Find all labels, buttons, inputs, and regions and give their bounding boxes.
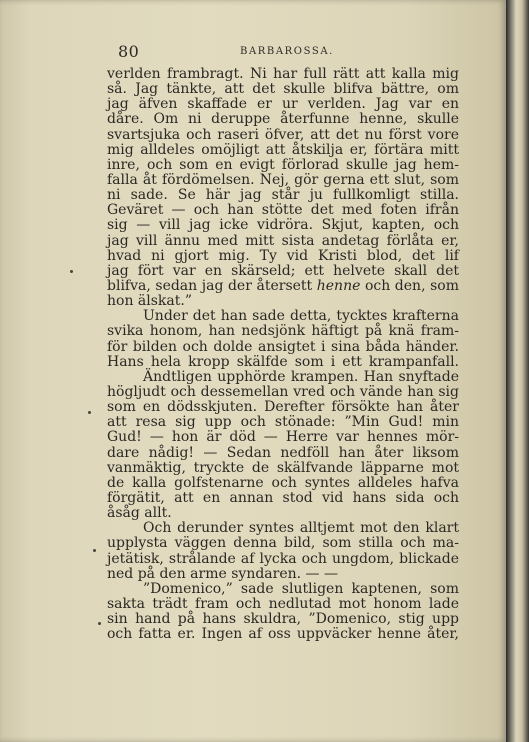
text-line: Ändtligen upphörde krampen. Han snyftade — [143, 368, 459, 385]
text-line: och fatta er. Ingen af oss uppväcker henne åter, — [107, 626, 459, 643]
text-line: högljudt och dessemellan vred och vände han sig — [107, 383, 459, 400]
text-line: vanmäktig, tryckte de skälfvande läpparne mot — [107, 459, 459, 476]
margin-mark — [70, 270, 73, 273]
page-header — [118, 42, 458, 62]
text-line: hvad ni gjort mig. Ty vid Kristi blod, det lif — [107, 247, 459, 264]
text-line: Gud! — hon är död — Herre var hennes mör- — [107, 429, 459, 446]
margin-mark — [88, 411, 91, 414]
text-line: verlden frambragt. Ni har full rätt att kalla mig — [107, 66, 459, 82]
page-number: 80 — [118, 42, 140, 61]
text-line: ned på den arme syndaren. — — — [107, 565, 338, 582]
text-line: Under det han sade detta, tycktes krafterna — [143, 308, 459, 325]
text-line: mig alldeles omöjligt att åtskilja er, förtära mitt — [107, 141, 459, 158]
text-line: hon älskat.” — [107, 293, 192, 310]
text-line: upplysta väggen denna bild, som stilla och ma- — [107, 535, 459, 552]
text-line: ”Domenico,” sade slutligen kaptenen, som — [143, 580, 459, 597]
text-line: som en dödsskjuten. Derefter försökte han åter — [107, 399, 459, 416]
text-line: Hans hela kropp skälfde som i ett krampanfall. — [107, 353, 459, 370]
text-line: blifva, sedan jag der återsett henne och den, som — [107, 277, 459, 294]
text-line: jetätisk, strålande af lycka och ungdom, blickade — [107, 550, 459, 567]
text-line: förgätit, att en annan stod vid hans sida och — [107, 489, 459, 506]
body-text — [107, 67, 459, 642]
text-line: åsåg allt. — [107, 505, 172, 522]
text-line: jag vill ännu med mitt sista andetag förlåta er, — [107, 232, 459, 249]
text-line: för bilden och dolde ansigtet i sina båda händer. — [107, 338, 459, 355]
text-line: jag fört var en skärseld; ett helvete skall det — [107, 262, 459, 279]
emphasized-word: henne — [316, 277, 361, 294]
text-line: dåre. Om ni deruppe återfunne henne, skulle — [107, 111, 459, 128]
text-line: de kalla golfstenarne och syntes alldeles hafva — [107, 474, 459, 491]
text-line: dare nådig! — Sedan nedföll han åter liksom — [107, 444, 459, 461]
margin-mark — [93, 549, 96, 552]
text-line: jag äfven skaffade er ur verlden. Jag var en — [107, 96, 459, 113]
text-line: sig — vill jag icke vidröra. Skjut, kapten, och — [107, 217, 459, 234]
text-line: svika honom, han nedsjönk häftigt på knä fram- — [107, 323, 459, 340]
text-line: att resa sig upp och stönade: ”Min Gud! min — [107, 414, 459, 431]
text-line: sin hand på hans skuldra, ”Domenico, stig upp — [107, 611, 459, 628]
text-line: sakta trädt fram och nedlutad mot honom lade — [107, 595, 459, 612]
text-line: inre, och som en evigt förlorad skulle jag hem- — [107, 156, 459, 173]
running-title: BARBAROSSA. — [240, 46, 334, 57]
text-line: ni sade. Se här jag står ju fullkomligt stilla. — [107, 187, 459, 204]
text-line: Geväret — och han stötte det med foten ifrån — [107, 202, 459, 219]
text-line: så. Jag tänkte, att det skulle blifva bättre, om — [107, 81, 459, 98]
text-line: Och derunder syntes alltjemt mot den klart — [143, 520, 459, 537]
text-line: svartsjuka och raseri öfver, att det nu först vore — [107, 126, 459, 143]
text-line: falla åt fördömelsen. Nej, gör gerna ett slut, som — [107, 171, 459, 188]
page-edge — [506, 0, 529, 742]
margin-mark — [98, 622, 101, 625]
